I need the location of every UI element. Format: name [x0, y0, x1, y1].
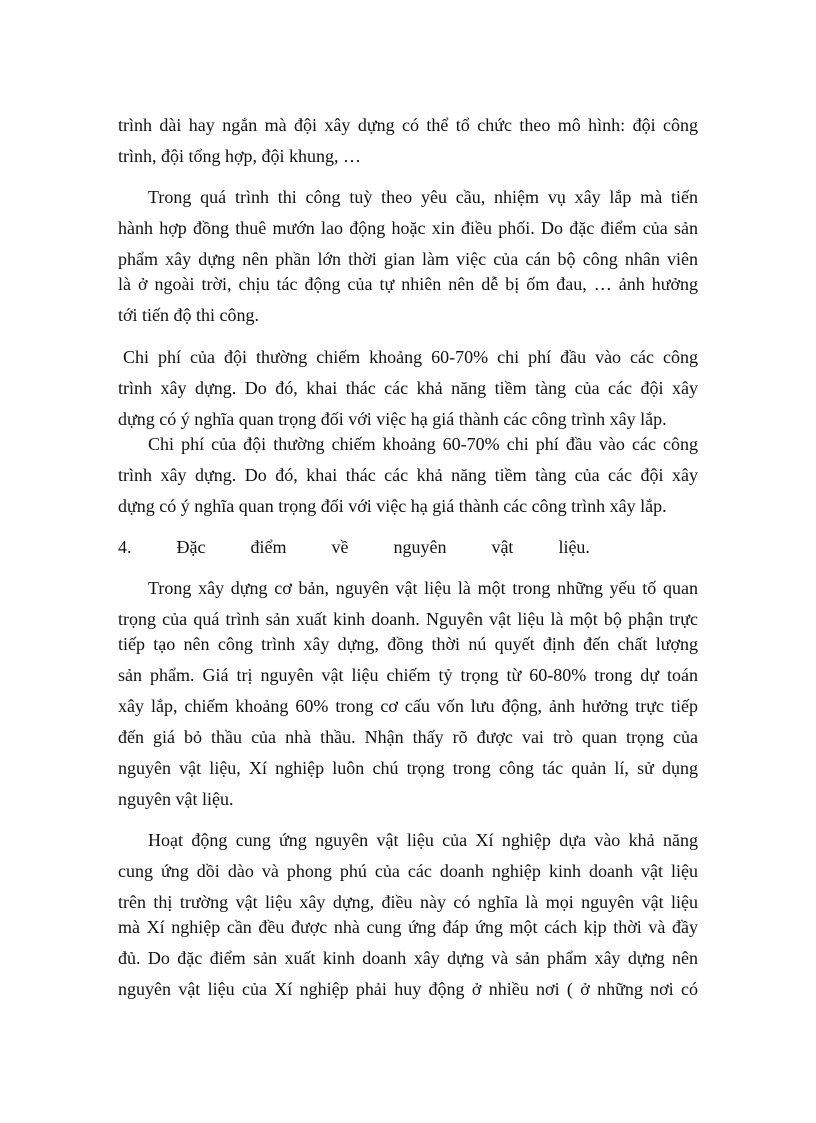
paragraph-6-line-2: cung ứng dồi dào và phong phú của các doanh nghiệp kinh doanh vật liệu [118, 861, 698, 881]
paragraph-5-line-5: xây lắp, chiếm khoảng 60% trong cơ cấu vốn lưu động, ảnh hưởng trực tiếp [118, 696, 698, 716]
paragraph-2-line-4: là ở ngoài trời, chịu tác động của tự nhiên nên dễ bị ốm đau, … ảnh hưởng [118, 274, 698, 294]
paragraph-3-line-3: dựng có ý nghĩa quan trọng đối với việc hạ giá thành các công trình xây lắp. [118, 409, 667, 429]
paragraph-5-line-7: nguyên vật liệu, Xí nghiệp luôn chú trọng trong công tác quản lí, sử dụng [118, 758, 698, 778]
paragraph-4-line-3: dựng có ý nghĩa quan trọng đối với việc hạ giá thành các công trình xây lắp. [118, 496, 667, 516]
paragraph-4-line-1: Chi phí của đội thường chiếm khoảng 60-70% chi phí đầu vào các công [148, 434, 698, 454]
paragraph-6-line-1: Hoạt động cung ứng nguyên vật liệu của Xí nghiệp dựa vào khả năng [148, 830, 698, 850]
section-heading: 4. Đặc điểm về nguyên vật liệu. [118, 537, 590, 557]
paragraph-5-line-4: sản phẩm. Giá trị nguyên vật liệu chiếm tỷ trọng từ 60-80% trong dự toán [118, 665, 698, 685]
paragraph-5-line-1: Trong xây dựng cơ bản, nguyên vật liệu là một trong những yếu tố quan [148, 578, 698, 598]
paragraph-1-line-2: trình, đội tổng hợp, đội khung, … [118, 146, 362, 166]
paragraph-2-line-2: hành hợp đồng thuê mướn lao động hoặc xin điều phối. Do đặc điểm của sản [118, 218, 698, 238]
paragraph-2-line-3: phẩm xây dựng nên phần lớn thời gian làm việc của cán bộ công nhân viên [118, 249, 698, 269]
paragraph-5-line-8: nguyên vật liệu. [118, 789, 234, 809]
paragraph-1-line-1: trình dài hay ngắn mà đội xây dựng có thể tổ chức theo mô hình: đội công [118, 115, 698, 135]
paragraph-6-line-3: trên thị trường vật liệu xây dựng, điều này có nghĩa là mọi nguyên vật liệu [118, 892, 698, 912]
paragraph-2-line-1: Trong quá trình thi công tuỳ theo yêu cầu, nhiệm vụ xây lắp mà tiến [148, 187, 698, 207]
paragraph-3-line-1: Chi phí của đội thường chiếm khoảng 60-70% chi phí đầu vào các công [123, 347, 698, 367]
paragraph-6-line-4: mà Xí nghiệp cần đều được nhà cung ứng đáp ứng một cách kịp thời và đầy [118, 917, 698, 937]
paragraph-5-line-2: trọng của quá trình sản xuất kinh doanh. Nguyên vật liệu là một bộ phận trực [118, 609, 698, 629]
paragraph-3-line-2: trình xây dựng. Do đó, khai thác các khả năng tiềm tàng của các đội xây [118, 378, 698, 398]
paragraph-6-line-6: nguyên vật liệu của Xí nghiệp phải huy động ở nhiều nơi ( ở những nơi có [118, 979, 698, 999]
paragraph-5-line-3: tiếp tạo nên công trình xây dựng, đồng thời nú quyết định đến chất lượng [118, 634, 698, 654]
paragraph-5-line-6: đến giá bỏ thầu của nhà thầu. Nhận thấy rõ được vai trò quan trọng của [118, 727, 698, 747]
paragraph-6-line-5: đủ. Do đặc điểm sản xuất kinh doanh xây dựng và sản phẩm xây dựng nên [118, 948, 698, 968]
paragraph-2-line-5: tới tiến độ thi công. [118, 305, 260, 325]
paragraph-4-line-2: trình xây dựng. Do đó, khai thác các khả năng tiềm tàng của các đội xây [118, 465, 698, 485]
